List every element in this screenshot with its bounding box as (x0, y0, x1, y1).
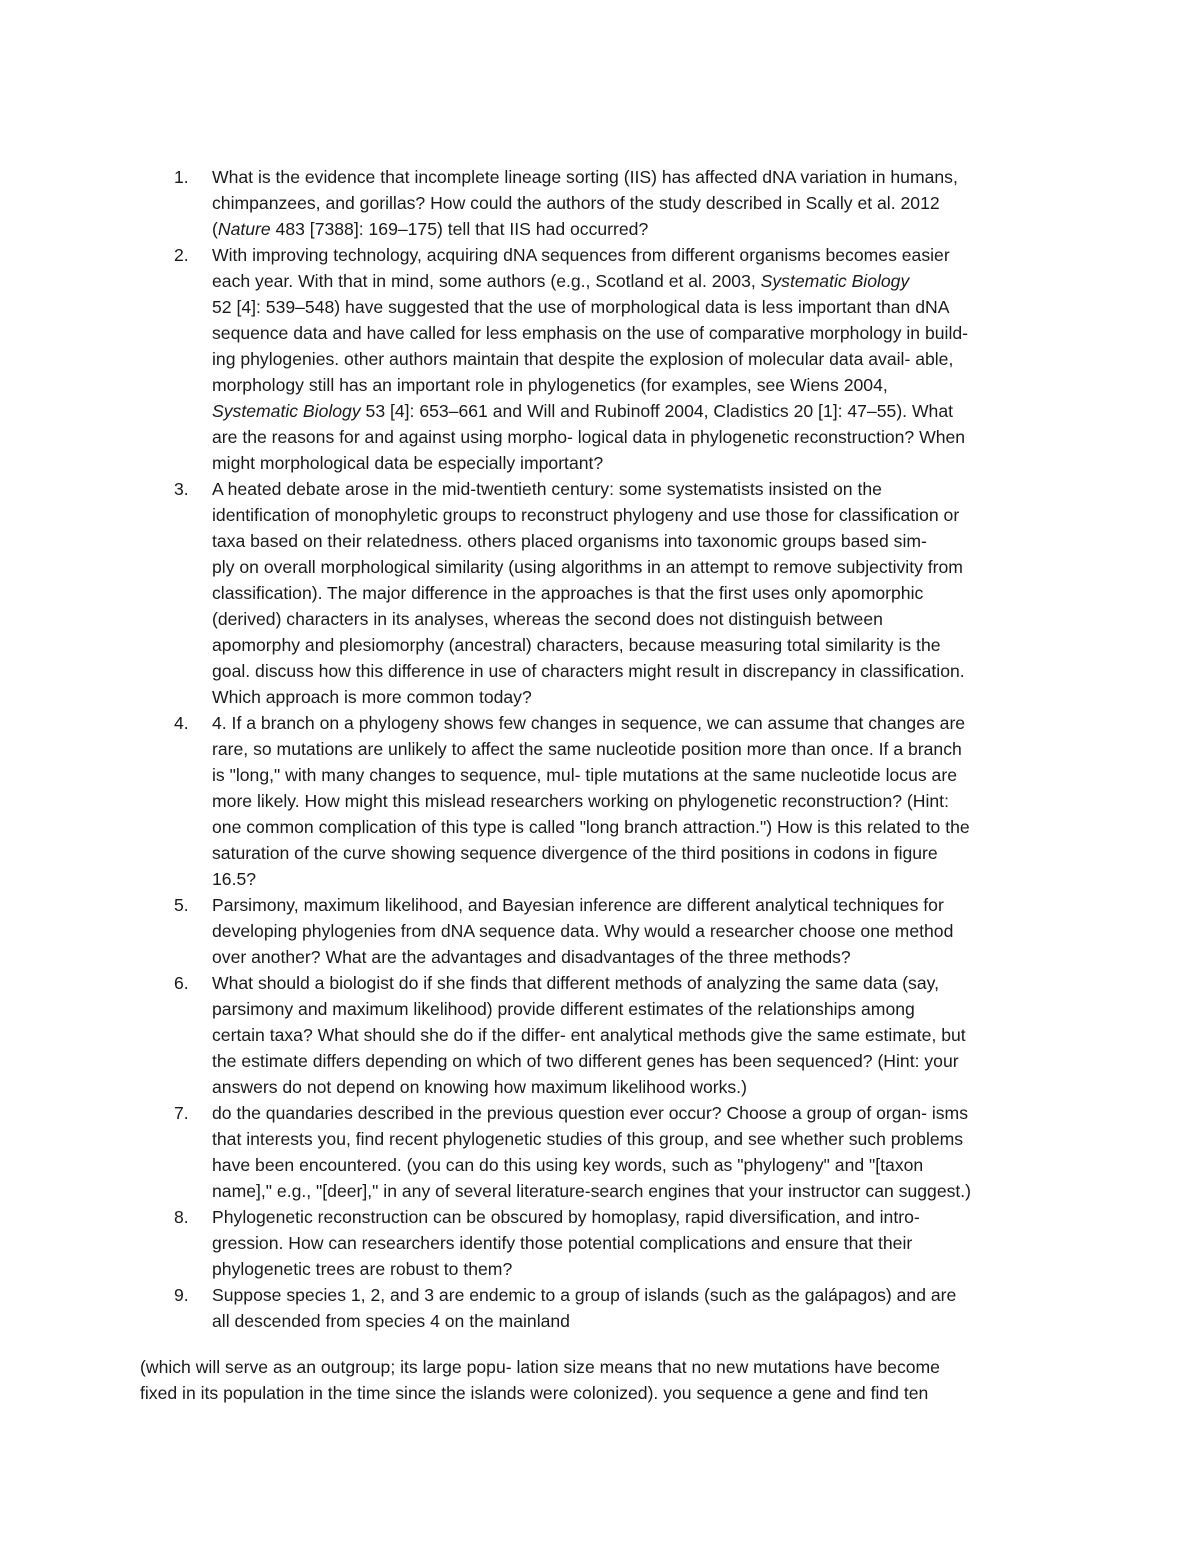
question-line (212, 528, 1062, 554)
question-line (212, 658, 1062, 684)
text-run: is "long," with many changes to sequence, mul- tiple mutations at the same nucleotide locus are (212, 765, 957, 785)
question-line (212, 918, 1062, 944)
text-run: do the quandaries described in the previous question ever occur? Choose a group of organ- isms (212, 1103, 969, 1123)
question-line (212, 788, 1062, 814)
text-run: have been encountered. (you can do this using key words, such as "phylogeny" and "[taxon (212, 1155, 924, 1175)
question-line (212, 424, 1062, 450)
text-run: name]," e.g., "[deer]," in any of several literature-search engines that your instructor can suggest.) (212, 1181, 972, 1201)
text-run: 4. If a branch on a phylogeny shows few changes in sequence, we can assume that changes are (212, 713, 966, 733)
question-line (212, 1048, 1062, 1074)
question-list (0, 164, 1200, 1334)
text-run: sequence data and have called for less emphasis on the use of comparative morphology in build- (212, 323, 969, 343)
text-run: answers do not depend on knowing how maximum likelihood works.) (212, 1077, 747, 1097)
question-line (212, 866, 1062, 892)
question-line (212, 320, 1062, 346)
question-line (212, 840, 1062, 866)
question-number: 4. (174, 713, 189, 733)
text-run: phylogenetic trees are robust to them? (212, 1259, 513, 1279)
text-run: 53 [4]: 653–661 and Will and Rubinoff 2004, Cladistics 20 [1]: 47–55). What (360, 401, 954, 421)
italic-citation: Nature (217, 219, 271, 239)
question-number: 3. (174, 479, 189, 499)
continuation-paragraph (140, 1354, 1060, 1406)
text-run: goal. discuss how this difference in use of characters might result in discrepancy in classification. (212, 661, 965, 681)
text-run: ply on overall morphological similarity (using algorithms in an attempt to remove subjectivity from (212, 557, 963, 577)
text-run: one common complication of this type is called "long branch attraction.") How is this related to the (212, 817, 970, 837)
question-line (212, 996, 1062, 1022)
question-number: 8. (174, 1207, 189, 1227)
text-run: Parsimony, maximum likelihood, and Bayesian inference are different analytical techniques for (212, 895, 944, 915)
question-line (212, 242, 1062, 268)
question-line (212, 190, 1062, 216)
italic-citation: Systematic Biology (212, 401, 361, 421)
question-item (0, 970, 1062, 1100)
question-number: 2. (174, 245, 189, 265)
question-line (212, 216, 1062, 242)
text-run: are the reasons for and against using morpho- logical data in phylogenetic reconstruction? When (212, 427, 966, 447)
text-run: more likely. How might this mislead researchers working on phylogenetic reconstruction? (Hint: (212, 791, 949, 811)
text-run: (derived) characters in its analyses, whereas the second does not distinguish between (212, 609, 883, 629)
question-item (0, 164, 1062, 242)
question-item (0, 710, 1062, 892)
question-line (212, 892, 1062, 918)
question-line (212, 398, 1062, 424)
text-run: all descended from species 4 on the mainland (212, 1311, 570, 1331)
text-run: Which approach is more common today? (212, 687, 532, 707)
text-run: developing phylogenies from dNA sequence data. Why would a researcher choose one method (212, 921, 954, 941)
continuation-line: (which will serve as an outgroup; its large popu- lation size means that no new mutations have become (140, 1357, 940, 1377)
question-item (0, 1204, 1062, 1282)
italic-citation: Systematic Biology (760, 271, 910, 291)
text-run: ( (212, 219, 218, 239)
question-line (212, 346, 1062, 372)
question-line (212, 1126, 1062, 1152)
text-run: What is the evidence that incomplete lineage sorting (IIS) has affected dNA variation in humans, (212, 167, 958, 187)
question-item (0, 1282, 1062, 1334)
text-run: rare, so mutations are unlikely to affect the same nucleotide position more than once. If a branch (212, 739, 962, 759)
question-number: 6. (174, 973, 189, 993)
text-run: identification of monophyletic groups to reconstruct phylogeny and use those for classification or (212, 505, 960, 525)
question-number: 7. (174, 1103, 189, 1123)
question-line (212, 1282, 1062, 1308)
text-run: certain taxa? What should she do if the differ- ent analytical methods give the same estimate, but (212, 1025, 966, 1045)
text-run: the estimate differs depending on which of two different genes has been sequenced? (Hint: your (212, 1051, 959, 1071)
question-line (212, 1074, 1062, 1100)
question-line (212, 502, 1062, 528)
question-number: 9. (174, 1285, 189, 1305)
question-line (212, 632, 1062, 658)
question-line (212, 606, 1062, 632)
text-run: apomorphy and plesiomorphy (ancestral) characters, because measuring total similarity is the (212, 635, 941, 655)
question-line (212, 1178, 1062, 1204)
text-run: Phylogenetic reconstruction can be obscured by homoplasy, rapid diversification, and intro- (212, 1207, 920, 1227)
text-run: 52 [4]: 539–548) have suggested that the use of morphological data is less important than dNA (212, 297, 950, 317)
text-run: over another? What are the advantages and disadvantages of the three methods? (212, 947, 851, 967)
text-run: that interests you, find recent phylogenetic studies of this group, and see whether such problems (212, 1129, 964, 1149)
question-line (212, 710, 1062, 736)
text-run: each year. With that in mind, some authors (e.g., Scotland et al. 2003, (212, 271, 761, 291)
question-item (0, 476, 1062, 710)
question-line (212, 1022, 1062, 1048)
text-run: might morphological data be especially important? (212, 453, 604, 473)
question-item (0, 242, 1062, 476)
question-item (0, 892, 1062, 970)
text-run: Suppose species 1, 2, and 3 are endemic to a group of islands (such as the galápagos) and are (212, 1285, 957, 1305)
question-line (212, 762, 1062, 788)
question-line (212, 268, 1062, 294)
question-line (212, 554, 1062, 580)
question-line (212, 1152, 1062, 1178)
question-line (212, 580, 1062, 606)
question-line (212, 372, 1062, 398)
text-run: ing phylogenies. other authors maintain that despite the explosion of molecular data avail- able, (212, 349, 954, 369)
text-run: saturation of the curve showing sequence divergence of the third positions in codons in figure (212, 843, 938, 863)
text-run: chimpanzees, and gorillas? How could the authors of the study described in Scally et al. 2012 (212, 193, 940, 213)
text-run: 483 [7388]: 169–175) tell that IIS had occurred? (270, 219, 649, 239)
question-line (212, 1256, 1062, 1282)
question-line (212, 476, 1062, 502)
question-line (212, 164, 1062, 190)
text-run: parsimony and maximum likelihood) provide different estimates of the relationships among (212, 999, 915, 1019)
text-run: taxa based on their relatedness. others placed organisms into taxonomic groups based sim- (212, 531, 927, 551)
text-run: A heated debate arose in the mid-twentieth century: some systematists insisted on the (212, 479, 882, 499)
question-line (212, 814, 1062, 840)
text-run: 16.5? (212, 869, 257, 889)
question-line (212, 736, 1062, 762)
continuation-line: fixed in its population in the time since the islands were colonized). you sequence a gene and find ten (140, 1383, 929, 1403)
text-run: gression. How can researchers identify those potential complications and ensure that their (212, 1233, 913, 1253)
question-line (212, 944, 1062, 970)
question-number: 5. (174, 895, 189, 915)
question-line (212, 1204, 1062, 1230)
text-run: morphology still has an important role in phylogenetics (for examples, see Wiens 2004, (212, 375, 888, 395)
text-run: classification). The major difference in the approaches is that the first uses only apomorphic (212, 583, 924, 603)
text-run: With improving technology, acquiring dNA sequences from different organisms becomes easier (212, 245, 950, 265)
question-line (212, 684, 1062, 710)
question-line (212, 294, 1062, 320)
question-item (0, 1100, 1062, 1204)
text-run: What should a biologist do if she finds that different methods of analyzing the same data (say, (212, 973, 939, 993)
question-line (212, 1308, 1062, 1334)
question-line (212, 1100, 1062, 1126)
question-line (212, 1230, 1062, 1256)
question-line (212, 970, 1062, 996)
question-number: 1. (174, 167, 189, 187)
question-line (212, 450, 1062, 476)
